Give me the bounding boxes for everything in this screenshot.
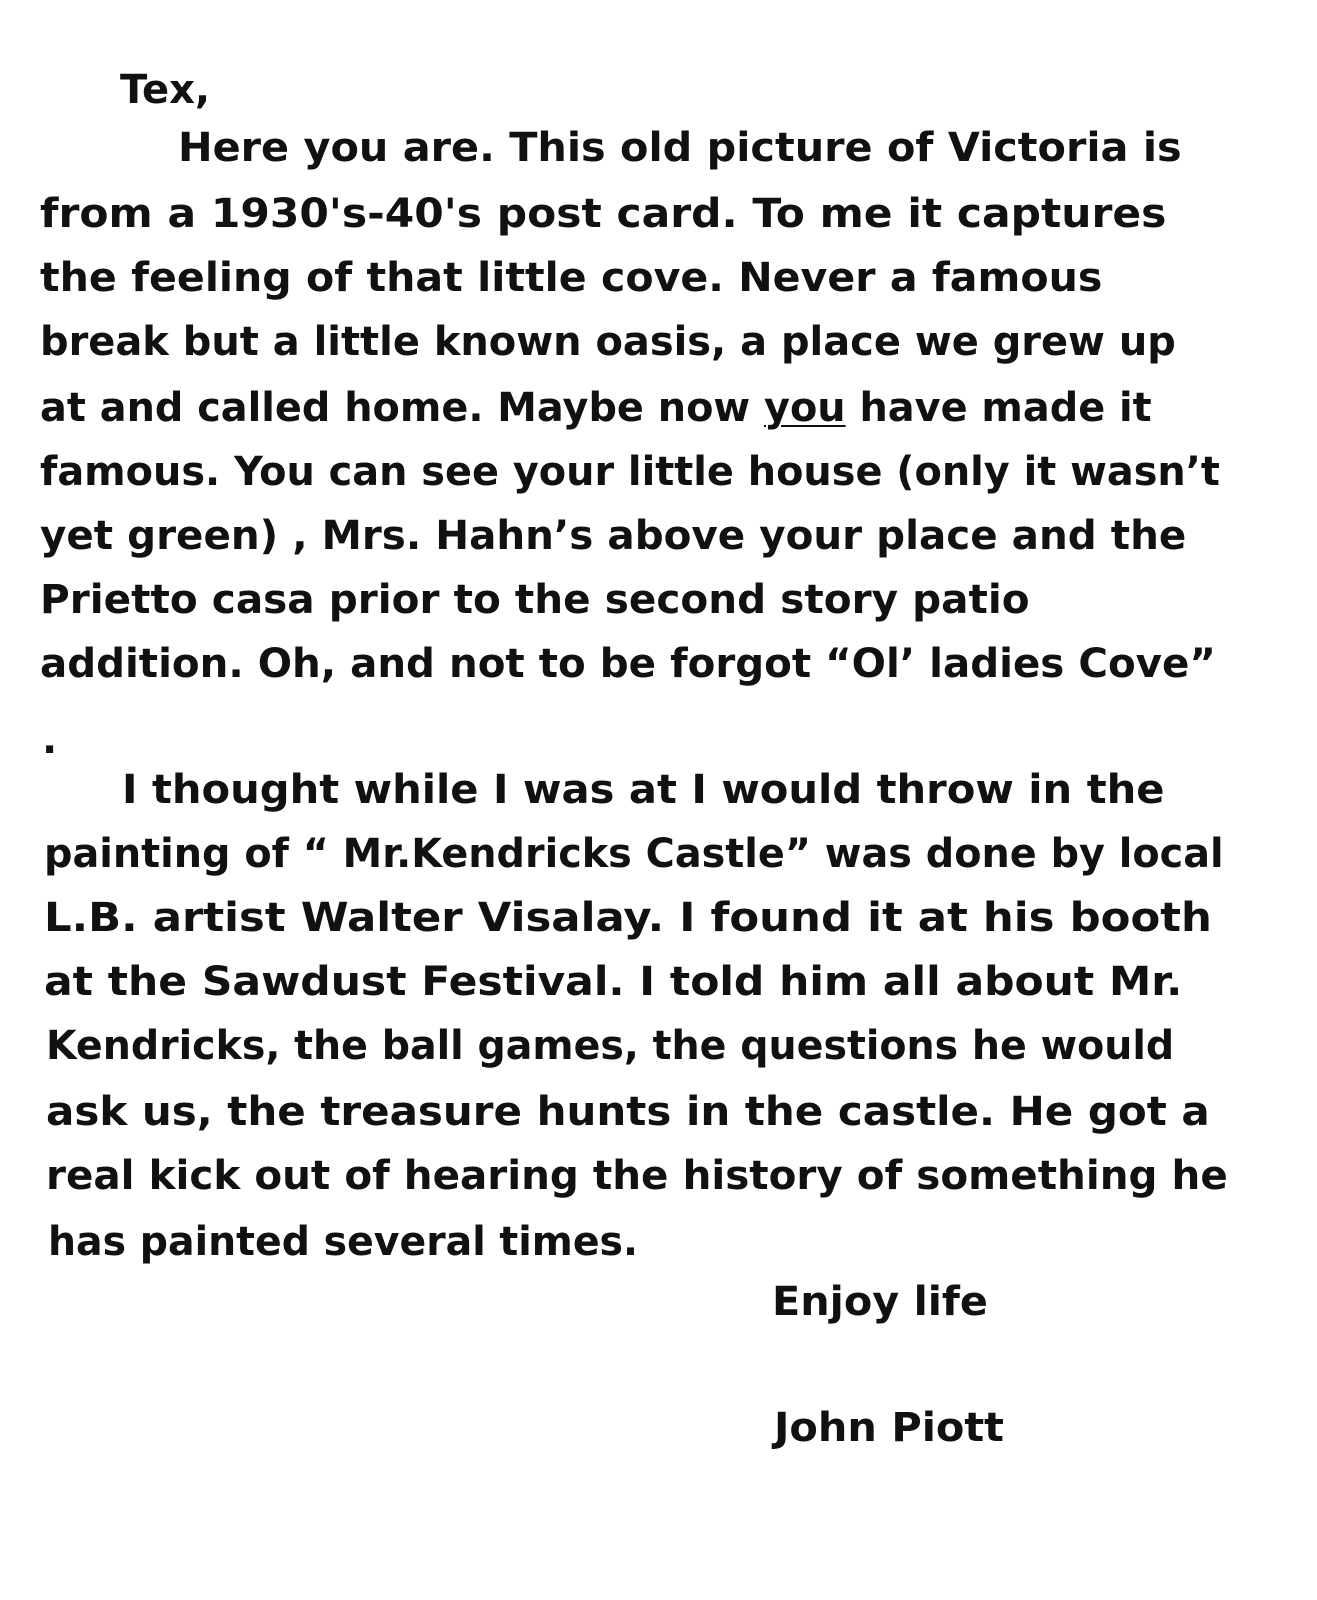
paragraph-1-line: yet green) , Mrs. Hahn’s above your place and the	[40, 513, 1187, 559]
paragraph-1-line: Prietto casa prior to the second story patio	[40, 577, 1030, 623]
paragraph-1-line: break but a little known oasis, a place we grew up	[40, 319, 1176, 365]
paragraph-2-line: L.B. artist Walter Visalay. I found it at his booth	[44, 895, 1212, 941]
paragraph-2-line: at the Sawdust Festival. I told him all about Mr.	[44, 959, 1183, 1005]
paragraph-1-line	[40, 384, 1152, 432]
signature: John Piott	[774, 1405, 1004, 1451]
paragraph-1-line: .	[42, 717, 58, 763]
line-text: at and called home. Maybe now	[40, 385, 765, 431]
closing: Enjoy life	[772, 1279, 988, 1325]
paragraph-1-line: from a 1930's-40's post card. To me it captures	[40, 191, 1167, 237]
paragraph-1-line: addition. Oh, and not to be forgot “Ol’ ladies Cove”	[40, 641, 1216, 687]
paragraph-2-line: real kick out of hearing the history of something he	[46, 1153, 1228, 1199]
paragraph-2-line: I thought while I was at I would throw in the	[122, 767, 1165, 813]
paragraph-2-line: has painted several times.	[48, 1219, 638, 1265]
greeting: Tex,	[120, 67, 211, 113]
paragraph-2-line: ask us, the treasure hunts in the castle. He got a	[46, 1089, 1210, 1135]
paragraph-1-line: Here you are. This old picture of Victoria is	[178, 125, 1182, 171]
line-text: have made it	[845, 385, 1152, 431]
paragraph-2-line: Kendricks, the ball games, the questions he would	[46, 1023, 1175, 1069]
underlined-word: you	[764, 385, 846, 431]
paragraph-1-line: famous. You can see your little house (only it wasn’t	[40, 449, 1220, 495]
paragraph-1-line: the feeling of that little cove. Never a famous	[40, 255, 1103, 301]
paragraph-2-line: painting of “ Mr.Kendricks Castle” was done by local	[44, 831, 1224, 877]
